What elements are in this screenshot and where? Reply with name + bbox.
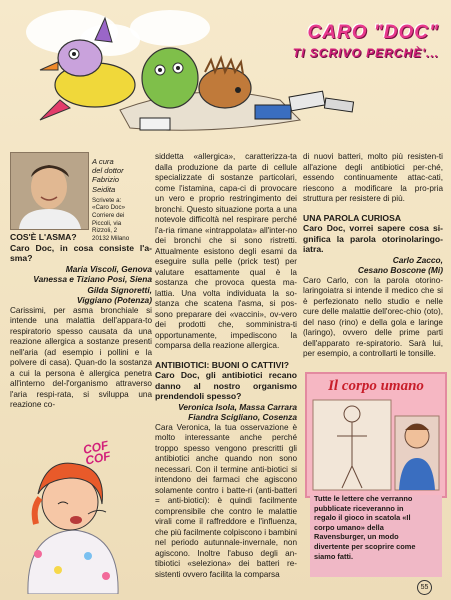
section-heading: ANTIBIOTICI: BUONI O CATTIVI?: [155, 359, 289, 370]
byline-line: A cura: [92, 157, 114, 166]
author-line: Veronica Isola, Massa Carrara: [178, 401, 297, 412]
header-title-block: [293, 22, 439, 60]
column-2: [155, 152, 297, 580]
author-line: Fiandra Scigliano, Cosenza: [188, 412, 297, 422]
author-line: Maria Viscoli, Genova: [65, 263, 152, 274]
coughing-girl-illustration: [18, 444, 128, 594]
question: Caro Doc, in cosa consiste l'a-sma?: [10, 242, 152, 263]
address-line: «Caro Doc»: [92, 204, 126, 212]
question: Caro Doc, vorrei sapere cosa si-gnifica la parola otorinolaringo-iatra.: [303, 223, 443, 254]
game-box-title: Il corpo umano: [328, 378, 424, 394]
byline-line: Fabrizio: [92, 175, 120, 185]
question: Caro Doc, gli antibiotici recano danno al nostro organismo prendendoli spesso?: [155, 370, 297, 401]
byline-line: Seidita: [92, 184, 116, 194]
address-line: Piccoli, via: [92, 219, 122, 227]
game-box-image: [305, 372, 447, 498]
section-heading: COS'È L'ASMA?: [10, 232, 77, 242]
answer-text: siddetta «allergica», caratterizza-ta dalla produzione da parte di cellule specializzate di sostanze particolari, come l'istamina, capa-ci di provocare un vero e proprio restringimento dei bronchi. Questo situazione porta a una notevole difficoltà nel respirare perché l'a-ria rimane «intrappolata» all'inter-no dei bronchi che si sono ristretti. Attualmente esistono degli esami da eseguire sulla pelle (prick test) per valutare esattamente qual è la sostanza che provoca questa ma-lattia. Una volta individuata la so-stanza che scatena l'asma, si pos-sono preparare dei «vaccini», ov-vero dei prodotti che, somministra-ti opportunamente, impediscono la comparsa della reazione allergica.: [155, 152, 297, 350]
header-title: CARO "DOC": [307, 22, 439, 43]
address-line: 20132 Milano: [92, 234, 130, 242]
answer-text: Cara Veronica, la tua osservazione è molto interessante anche perché troppo spesso vengono prescritti gli antibiotici anche quando non sono necessari. Con il termine anti-biotici si intendono dei farmaci che agiscono solamente contro i batte-ri (anti-batteri = anti-biotici): è quindi facilmente comprensibile che contro le malattie virali come il raffreddore e l'influenza, che più facilmente colpiscono i bambini nel periodo autunnale-invernale, non agiscono. Inoltre l'abuso degli an-tibiotici «seleziona» dei batteri re-sistenti ovvero facilita la comparsa: [155, 422, 297, 579]
address-line: Rizzoli, 2: [92, 227, 118, 235]
column-1: [10, 232, 152, 411]
answer-text: Caro Carlo, con la parola otorino-laringoiatra si intende il medico che si è perfezionato nello studio e nelle cure delle malattie dell'orec-chio (oto), del naso (rino) e della gola e laringe (laringo), ovvero delle prime parti dell'apparato re-spiratorio. Sarà lui, per esempio, a controllarti le tonsille.: [303, 275, 443, 358]
address-line: Scrivete a:: [92, 196, 122, 204]
column-3: [303, 152, 443, 360]
cough-text: COF COF: [81, 438, 112, 468]
doctor-photo: [10, 152, 89, 230]
byline-line: del dottor: [92, 166, 124, 176]
address-line: Corriere dei: [92, 212, 125, 219]
page-number: 55: [417, 580, 432, 595]
promo-text: Tutte le lettere che verranno pubblicate riceveranno in regalo il gioco in scatola «Il corpo umano» della Ravensburger, un modo divertente per scoprire come siamo fatti.: [314, 494, 416, 561]
header-subtitle: TI SCRIVO PERCHÈ'...: [292, 46, 439, 60]
author-line: Vanessa e Tiziano Posi, Siena: [33, 274, 152, 284]
author-line: Gilda Signoretti,: [87, 284, 152, 295]
author-line: Carlo Zacco,: [392, 254, 443, 265]
answer-text: Carissimi, per asma bronchiale si intende una malattia dell'appara-to respiratorio spesso causata da una reazione allergica a sostanze presenti nell'aria (ad esempio i pollini e la polvere di casa). Quan-do la sostanza a cui la persona è allergica penetra all'interno del-l'organismo attraverso l'aria respi-rata, si sviluppa una reazione co-: [10, 305, 152, 409]
author-line: Viggiano (Potenza): [76, 295, 152, 305]
answer-text: di nuovi batteri, molto più resisten-ti all'azione degli antibiotici per-ché, essendo continuamente attac-cati, riescono a modificare la pro-pria struttura per resistere di più.: [303, 152, 443, 203]
game-box-artwork: [309, 396, 443, 494]
author-line: Cesano Boscone (Mi): [357, 265, 443, 275]
section-heading: UNA PAROLA CURIOSA: [303, 212, 402, 223]
